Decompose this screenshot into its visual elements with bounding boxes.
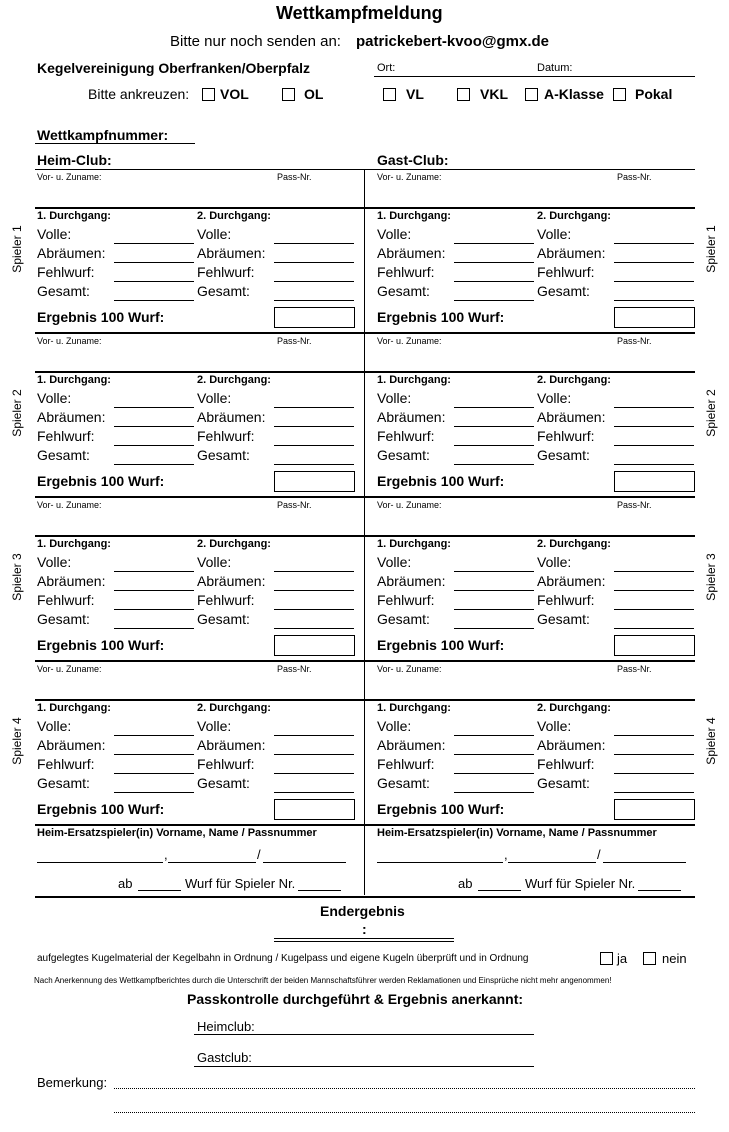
guest-player-4-r1-row-4-label: Gesamt: <box>377 775 430 791</box>
ort-label: Ort: <box>377 62 396 74</box>
home-player-1-r1-row-3-label: Fehlwurf: <box>37 264 95 280</box>
home-player-1-r1-row-1-field[interactable] <box>114 243 194 244</box>
guest-player-4-r1-row-4-field[interactable] <box>454 792 534 793</box>
guest-player-1-result-label: Ergebnis 100 Wurf: <box>377 309 505 325</box>
home-player-2-r1-row-1-label: Volle: <box>37 390 72 406</box>
guest-player-2-r1-row-3-label: Fehlwurf: <box>377 428 435 444</box>
endergebnis-label: Endergebnis <box>320 903 405 919</box>
player-4-bottom-line <box>35 824 695 826</box>
guest-player-1-r2-row-4-label: Gesamt: <box>537 283 590 299</box>
home-player-4-r1-row-1-label: Volle: <box>37 718 72 734</box>
home-player-3-r2-row-3-field[interactable] <box>274 609 354 610</box>
guest-player-1-r1-row-1-label: Volle: <box>377 226 412 242</box>
guest-player-2-name-label: Vor- u. Zuname: <box>377 336 442 346</box>
home-player-1-round2-label: 2. Durchgang: <box>197 210 271 222</box>
checkbox-ja[interactable] <box>600 952 613 965</box>
guest-substitute-label: Heim-Ersatzspieler(in) Vorname, Name / Passnummer <box>377 827 657 839</box>
guest-player-3-r1-row-3-field[interactable] <box>454 609 534 610</box>
home-player-3-r2-row-2-label: Abräumen: <box>197 573 266 589</box>
home-player-3-r2-row-4-field[interactable] <box>274 628 354 629</box>
guest-player-4-r1-row-2-label: Abräumen: <box>377 737 446 753</box>
guest-player-4-r1-row-1-label: Volle: <box>377 718 412 734</box>
guest-ab-label: ab <box>458 876 473 891</box>
home-player-1-result-label: Ergebnis 100 Wurf: <box>37 309 165 325</box>
option-vkl-label: VKL <box>480 86 508 102</box>
guest-player-2-r2-row-1-label: Volle: <box>537 390 572 406</box>
home-player-2-result-label: Ergebnis 100 Wurf: <box>37 473 165 489</box>
home-player-4-r2-row-2-label: Abräumen: <box>197 737 266 753</box>
guest-player-2-r2-row-4-field[interactable] <box>614 464 694 465</box>
home-sub-firstname-line[interactable] <box>168 862 256 863</box>
checkbox-vol[interactable] <box>202 88 215 101</box>
home-player-3-r1-row-4-label: Gesamt: <box>37 611 90 627</box>
guest-player-4-r2-row-3-field[interactable] <box>614 773 694 774</box>
guest-player-1-r2-row-3-field[interactable] <box>614 281 694 282</box>
guest-player-1-r1-row-2-field[interactable] <box>454 262 534 263</box>
home-player-4-result-box[interactable] <box>274 799 355 820</box>
home-player-2-r2-row-3-field[interactable] <box>274 445 354 446</box>
checkbox-nein[interactable] <box>643 952 656 965</box>
home-player-3-r1-row-4-field[interactable] <box>114 628 194 629</box>
home-player-4-r2-row-4-label: Gesamt: <box>197 775 250 791</box>
home-player-2-r1-row-2-label: Abräumen: <box>37 409 106 425</box>
guest-player-1-r2-row-1-label: Volle: <box>537 226 572 242</box>
home-player-2-round2-label: 2. Durchgang: <box>197 374 271 386</box>
guest-sub-slash: / <box>597 847 601 862</box>
home-player-3-pass-label: Pass-Nr. <box>277 500 312 510</box>
nein-label: nein <box>662 951 687 966</box>
guest-player-2-r2-row-2-label: Abräumen: <box>537 409 606 425</box>
home-player-1-r2-row-2-label: Abräumen: <box>197 245 266 261</box>
guest-player-2-result-label: Ergebnis 100 Wurf: <box>377 473 505 489</box>
guest-player-2-r1-row-3-field[interactable] <box>454 445 534 446</box>
home-player-3-r1-row-1-label: Volle: <box>37 554 72 570</box>
home-wurf-label: Wurf für Spieler Nr. <box>185 876 296 891</box>
guest-player-2-pass-label: Pass-Nr. <box>617 336 652 346</box>
guest-player-4-name-label: Vor- u. Zuname: <box>377 664 442 674</box>
guest-player-4-round1-label: 1. Durchgang: <box>377 702 451 714</box>
home-player-1-name-label: Vor- u. Zuname: <box>37 172 102 182</box>
home-player-4-r1-row-3-label: Fehlwurf: <box>37 756 95 772</box>
home-player-1-r1-row-4-label: Gesamt: <box>37 283 90 299</box>
guest-player-3-round1-label: 1. Durchgang: <box>377 538 451 550</box>
guest-player-4-r1-row-2-field[interactable] <box>454 754 534 755</box>
guest-player-4-r2-row-4-label: Gesamt: <box>537 775 590 791</box>
home-player-3-r2-row-4-label: Gesamt: <box>197 611 250 627</box>
home-player-3-result-label: Ergebnis 100 Wurf: <box>37 637 165 653</box>
send-label: Bitte nur noch senden an: <box>170 33 341 50</box>
gastclub-label: Gastclub: <box>197 1050 252 1065</box>
guest-club-label: Gast-Club: <box>377 152 449 168</box>
guest-player-3-round2-label: 2. Durchgang: <box>537 538 611 550</box>
home-player-2-r2-row-2-label: Abräumen: <box>197 409 266 425</box>
datum-label: Datum: <box>537 62 573 74</box>
home-player-4-r2-row-3-label: Fehlwurf: <box>197 756 255 772</box>
player-3-bottom-line <box>35 660 695 662</box>
guest-player-3-r1-row-1-label: Volle: <box>377 554 412 570</box>
guest-player-2-r1-row-4-field[interactable] <box>454 464 534 465</box>
player-1-left-label: Spieler 1 <box>10 225 24 273</box>
guest-player-2-r2-row-4-label: Gesamt: <box>537 447 590 463</box>
guest-player-1-r1-row-3-field[interactable] <box>454 281 534 282</box>
guest-player-1-r1-row-4-field[interactable] <box>454 300 534 301</box>
player-4-left-label: Spieler 4 <box>10 717 24 765</box>
home-player-3-r1-row-3-field[interactable] <box>114 609 194 610</box>
guest-player-1-r2-row-2-field[interactable] <box>614 262 694 263</box>
player-2-left-label: Spieler 2 <box>10 389 24 437</box>
checkbox-vl[interactable] <box>383 88 396 101</box>
home-player-1-pass-label: Pass-Nr. <box>277 172 312 182</box>
player-4-right-label: Spieler 4 <box>704 717 718 765</box>
guest-player-4-r1-row-3-label: Fehlwurf: <box>377 756 435 772</box>
home-player-1-r1-row-3-field[interactable] <box>114 281 194 282</box>
player-2-right-label: Spieler 2 <box>704 389 718 437</box>
wettkampfnummer-label: Wettkampfnummer: <box>37 127 169 143</box>
home-sub-pass-line[interactable] <box>263 862 346 863</box>
home-player-4-r1-row-4-field[interactable] <box>114 792 194 793</box>
home-player-2-pass-label: Pass-Nr. <box>277 336 312 346</box>
player-3-left-label: Spieler 3 <box>10 553 24 601</box>
player-4-name-separator <box>35 699 695 701</box>
home-player-4-pass-label: Pass-Nr. <box>277 664 312 674</box>
player-3-name-separator <box>35 535 695 537</box>
home-player-4-result-label: Ergebnis 100 Wurf: <box>37 801 165 817</box>
ja-label: ja <box>617 951 628 966</box>
guest-player-3-result-box[interactable] <box>614 635 695 656</box>
guest-player-4-r2-row-2-field[interactable] <box>614 754 694 755</box>
home-player-3-round1-label: 1. Durchgang: <box>37 538 111 550</box>
guest-player-1-r1-row-1-field[interactable] <box>454 243 534 244</box>
guest-player-3-r1-row-4-field[interactable] <box>454 628 534 629</box>
home-player-3-r1-row-2-field[interactable] <box>114 590 194 591</box>
guest-player-1-r1-row-2-label: Abräumen: <box>377 245 446 261</box>
guest-player-2-r1-row-1-field[interactable] <box>454 407 534 408</box>
home-player-2-r1-row-4-label: Gesamt: <box>37 447 90 463</box>
guest-player-2-r1-row-2-label: Abräumen: <box>377 409 446 425</box>
home-player-3-round2-label: 2. Durchgang: <box>197 538 271 550</box>
guest-player-1-r2-row-1-field[interactable] <box>614 243 694 244</box>
checkbox-ol[interactable] <box>282 88 295 101</box>
guest-player-1-result-box[interactable] <box>614 307 695 328</box>
guest-player-1-pass-label: Pass-Nr. <box>617 172 652 182</box>
home-player-3-r2-row-1-field[interactable] <box>274 571 354 572</box>
guest-player-3-r1-row-2-label: Abräumen: <box>377 573 446 589</box>
guest-player-3-r2-row-1-label: Volle: <box>537 554 572 570</box>
heimclub-label: Heimclub: <box>197 1019 255 1034</box>
guest-player-3-r1-row-3-label: Fehlwurf: <box>377 592 435 608</box>
home-player-2-r2-row-2-field[interactable] <box>274 426 354 427</box>
guest-player-4-r2-row-1-field[interactable] <box>614 735 694 736</box>
email-address: patrickebert-kvoo@gmx.de <box>356 33 550 50</box>
guest-player-3-r2-row-4-field[interactable] <box>614 628 694 629</box>
option-vl-label: VL <box>406 86 424 102</box>
home-player-1-r2-row-4-field[interactable] <box>274 300 354 301</box>
home-player-1-r2-row-4-label: Gesamt: <box>197 283 250 299</box>
guest-player-2-r2-row-3-label: Fehlwurf: <box>537 428 595 444</box>
home-player-2-name-label: Vor- u. Zuname: <box>37 336 102 346</box>
home-player-1-result-box[interactable] <box>274 307 355 328</box>
home-player-2-r2-row-1-field[interactable] <box>274 407 354 408</box>
guest-player-4-pass-label: Pass-Nr. <box>617 664 652 674</box>
guest-player-3-r2-row-2-field[interactable] <box>614 590 694 591</box>
ort-datum-line <box>374 76 695 77</box>
bemerkung-line-1[interactable] <box>114 1088 695 1089</box>
guest-player-3-r2-row-2-label: Abräumen: <box>537 573 606 589</box>
home-player-2-result-box[interactable] <box>274 471 355 492</box>
endergebnis-line-2 <box>274 941 454 942</box>
guest-player-2-round2-label: 2. Durchgang: <box>537 374 611 386</box>
home-player-4-r2-row-2-field[interactable] <box>274 754 354 755</box>
guest-player-1-r2-row-3-label: Fehlwurf: <box>537 264 595 280</box>
guest-player-1-round2-label: 2. Durchgang: <box>537 210 611 222</box>
home-player-2-r2-row-1-label: Volle: <box>197 390 232 406</box>
home-player-1-r2-row-3-field[interactable] <box>274 281 354 282</box>
association-name: Kegelvereinigung Oberfranken/Oberpfalz <box>37 60 311 76</box>
guest-player-3-r2-row-3-label: Fehlwurf: <box>537 592 595 608</box>
player-3-right-label: Spieler 3 <box>704 553 718 601</box>
guest-player-4-r1-row-3-field[interactable] <box>454 773 534 774</box>
guest-player-4-r1-row-1-field[interactable] <box>454 735 534 736</box>
guest-sub-name-line[interactable] <box>377 862 503 863</box>
checkbox-a-klasse[interactable] <box>525 88 538 101</box>
guest-player-3-r1-row-4-label: Gesamt: <box>377 611 430 627</box>
guest-wurf-label: Wurf für Spieler Nr. <box>525 876 636 891</box>
home-player-4-round1-label: 1. Durchgang: <box>37 702 111 714</box>
home-substitute-label: Heim-Ersatzspieler(in) Vorname, Name / Passnummer <box>37 827 317 839</box>
home-player-4-round2-label: 2. Durchgang: <box>197 702 271 714</box>
option-vol-label: VOL <box>220 86 249 102</box>
home-player-2-r1-row-1-field[interactable] <box>114 407 194 408</box>
home-player-3-r1-row-2-label: Abräumen: <box>37 573 106 589</box>
home-sub-comma: , <box>164 847 168 862</box>
player-2-name-separator <box>35 371 695 373</box>
guest-player-3-r1-row-2-field[interactable] <box>454 590 534 591</box>
guest-sub-pass-line[interactable] <box>603 862 686 863</box>
home-player-2-round1-label: 1. Durchgang: <box>37 374 111 386</box>
guest-player-3-r2-row-3-field[interactable] <box>614 609 694 610</box>
home-player-1-r2-row-1-field[interactable] <box>274 243 354 244</box>
player-1-right-label: Spieler 1 <box>704 225 718 273</box>
guest-player-3-pass-label: Pass-Nr. <box>617 500 652 510</box>
endergebnis-line-1 <box>274 938 454 939</box>
home-player-1-r1-row-2-field[interactable] <box>114 262 194 263</box>
home-player-1-round1-label: 1. Durchgang: <box>37 210 111 222</box>
home-player-2-r2-row-4-field[interactable] <box>274 464 354 465</box>
home-player-1-r2-row-2-field[interactable] <box>274 262 354 263</box>
player-1-name-separator <box>35 207 695 209</box>
home-player-4-r2-row-3-field[interactable] <box>274 773 354 774</box>
guest-player-4-result-label: Ergebnis 100 Wurf: <box>377 801 505 817</box>
guest-sub-comma: , <box>504 847 508 862</box>
option-a-klasse-label: A-Klasse <box>544 86 604 102</box>
center-divider <box>364 169 365 895</box>
home-player-3-r2-row-3-label: Fehlwurf: <box>197 592 255 608</box>
guest-player-2-round1-label: 1. Durchgang: <box>377 374 451 386</box>
option-ol-label: OL <box>304 86 324 102</box>
guest-player-3-r2-row-1-field[interactable] <box>614 571 694 572</box>
guest-player-4-result-box[interactable] <box>614 799 695 820</box>
guest-player-1-r2-row-4-field[interactable] <box>614 300 694 301</box>
guest-player-1-r2-row-2-label: Abräumen: <box>537 245 606 261</box>
guest-player-2-r1-row-1-label: Volle: <box>377 390 412 406</box>
home-player-1-r1-row-4-field[interactable] <box>114 300 194 301</box>
home-sub-slash: / <box>257 847 261 862</box>
home-ab-label: ab <box>118 876 133 891</box>
guest-ab-line[interactable] <box>478 890 521 891</box>
player-1-bottom-line <box>35 332 695 334</box>
home-spieler-nr-line[interactable] <box>298 890 341 891</box>
gastclub-signature-line[interactable] <box>194 1066 534 1067</box>
notice-text: Nach Anerkennung des Wettkampfberichtes durch die Unterschrift der beiden Mannschaftsführer werden Reklamationen und Einsprüche nicht mehr angenommen! <box>34 976 612 985</box>
guest-player-4-r2-row-3-label: Fehlwurf: <box>537 756 595 772</box>
guest-player-2-result-box[interactable] <box>614 471 695 492</box>
checkbox-pokal[interactable] <box>613 88 626 101</box>
home-player-2-r1-row-3-label: Fehlwurf: <box>37 428 95 444</box>
guest-player-3-name-label: Vor- u. Zuname: <box>377 500 442 510</box>
checkbox-vkl[interactable] <box>457 88 470 101</box>
guest-player-1-round1-label: 1. Durchgang: <box>377 210 451 222</box>
home-player-2-r1-row-2-field[interactable] <box>114 426 194 427</box>
guest-player-1-r1-row-3-label: Fehlwurf: <box>377 264 435 280</box>
guest-sub-firstname-line[interactable] <box>508 862 596 863</box>
home-player-4-name-label: Vor- u. Zuname: <box>37 664 102 674</box>
home-player-2-r2-row-3-label: Fehlwurf: <box>197 428 255 444</box>
ankreuzen-label: Bitte ankreuzen: <box>88 86 190 102</box>
player-2-bottom-line <box>35 496 695 498</box>
home-player-1-r1-row-1-label: Volle: <box>37 226 72 242</box>
home-ab-line[interactable] <box>138 890 181 891</box>
home-sub-name-line[interactable] <box>37 862 163 863</box>
guest-player-3-r2-row-4-label: Gesamt: <box>537 611 590 627</box>
passkontrolle-heading: Passkontrolle durchgeführt & Ergebnis anerkannt: <box>187 991 524 1007</box>
guest-player-2-r2-row-1-field[interactable] <box>614 407 694 408</box>
home-player-4-r2-row-1-label: Volle: <box>197 718 232 734</box>
guest-player-2-r2-row-2-field[interactable] <box>614 426 694 427</box>
guest-player-3-r1-row-1-field[interactable] <box>454 571 534 572</box>
home-player-2-r2-row-4-label: Gesamt: <box>197 447 250 463</box>
home-player-4-r2-row-4-field[interactable] <box>274 792 354 793</box>
home-club-label: Heim-Club: <box>37 152 112 168</box>
substitute-bottom-line <box>35 896 695 898</box>
home-player-1-r2-row-1-label: Volle: <box>197 226 232 242</box>
home-player-3-r1-row-3-label: Fehlwurf: <box>37 592 95 608</box>
guest-player-4-r2-row-4-field[interactable] <box>614 792 694 793</box>
guest-player-2-r2-row-3-field[interactable] <box>614 445 694 446</box>
guest-player-4-r2-row-1-label: Volle: <box>537 718 572 734</box>
bemerkung-label: Bemerkung: <box>37 1075 108 1090</box>
home-player-4-r1-row-4-label: Gesamt: <box>37 775 90 791</box>
option-pokal-label: Pokal <box>635 86 673 102</box>
home-player-3-name-label: Vor- u. Zuname: <box>37 500 102 510</box>
home-player-4-r1-row-2-label: Abräumen: <box>37 737 106 753</box>
home-player-2-r1-row-3-field[interactable] <box>114 445 194 446</box>
guest-spieler-nr-line[interactable] <box>638 890 681 891</box>
home-player-4-r1-row-1-field[interactable] <box>114 735 194 736</box>
home-player-4-r1-row-3-field[interactable] <box>114 773 194 774</box>
club-line <box>35 169 695 170</box>
bemerkung-line-2[interactable] <box>114 1112 695 1113</box>
guest-player-2-r1-row-4-label: Gesamt: <box>377 447 430 463</box>
home-player-3-r1-row-1-field[interactable] <box>114 571 194 572</box>
home-player-1-r2-row-3-label: Fehlwurf: <box>197 264 255 280</box>
wettkampfnummer-line <box>35 143 195 144</box>
home-player-2-r1-row-4-field[interactable] <box>114 464 194 465</box>
home-player-3-r2-row-2-field[interactable] <box>274 590 354 591</box>
guest-player-1-r1-row-4-label: Gesamt: <box>377 283 430 299</box>
heimclub-signature-line[interactable] <box>194 1034 534 1035</box>
guest-player-3-result-label: Ergebnis 100 Wurf: <box>377 637 505 653</box>
home-player-4-r1-row-2-field[interactable] <box>114 754 194 755</box>
page-title: Wettkampfmeldung <box>276 3 443 23</box>
home-player-1-r1-row-2-label: Abräumen: <box>37 245 106 261</box>
guest-player-4-round2-label: 2. Durchgang: <box>537 702 611 714</box>
endergebnis-colon: : <box>362 921 367 937</box>
guest-player-2-r1-row-2-field[interactable] <box>454 426 534 427</box>
home-player-4-r2-row-1-field[interactable] <box>274 735 354 736</box>
home-player-3-result-box[interactable] <box>274 635 355 656</box>
guest-player-4-r2-row-2-label: Abräumen: <box>537 737 606 753</box>
guest-player-1-name-label: Vor- u. Zuname: <box>377 172 442 182</box>
home-player-3-r2-row-1-label: Volle: <box>197 554 232 570</box>
material-text: aufgelegtes Kugelmaterial der Kegelbahn in Ordnung / Kugelpass und eigene Kugeln überprüft und in Ordnung <box>37 953 529 964</box>
